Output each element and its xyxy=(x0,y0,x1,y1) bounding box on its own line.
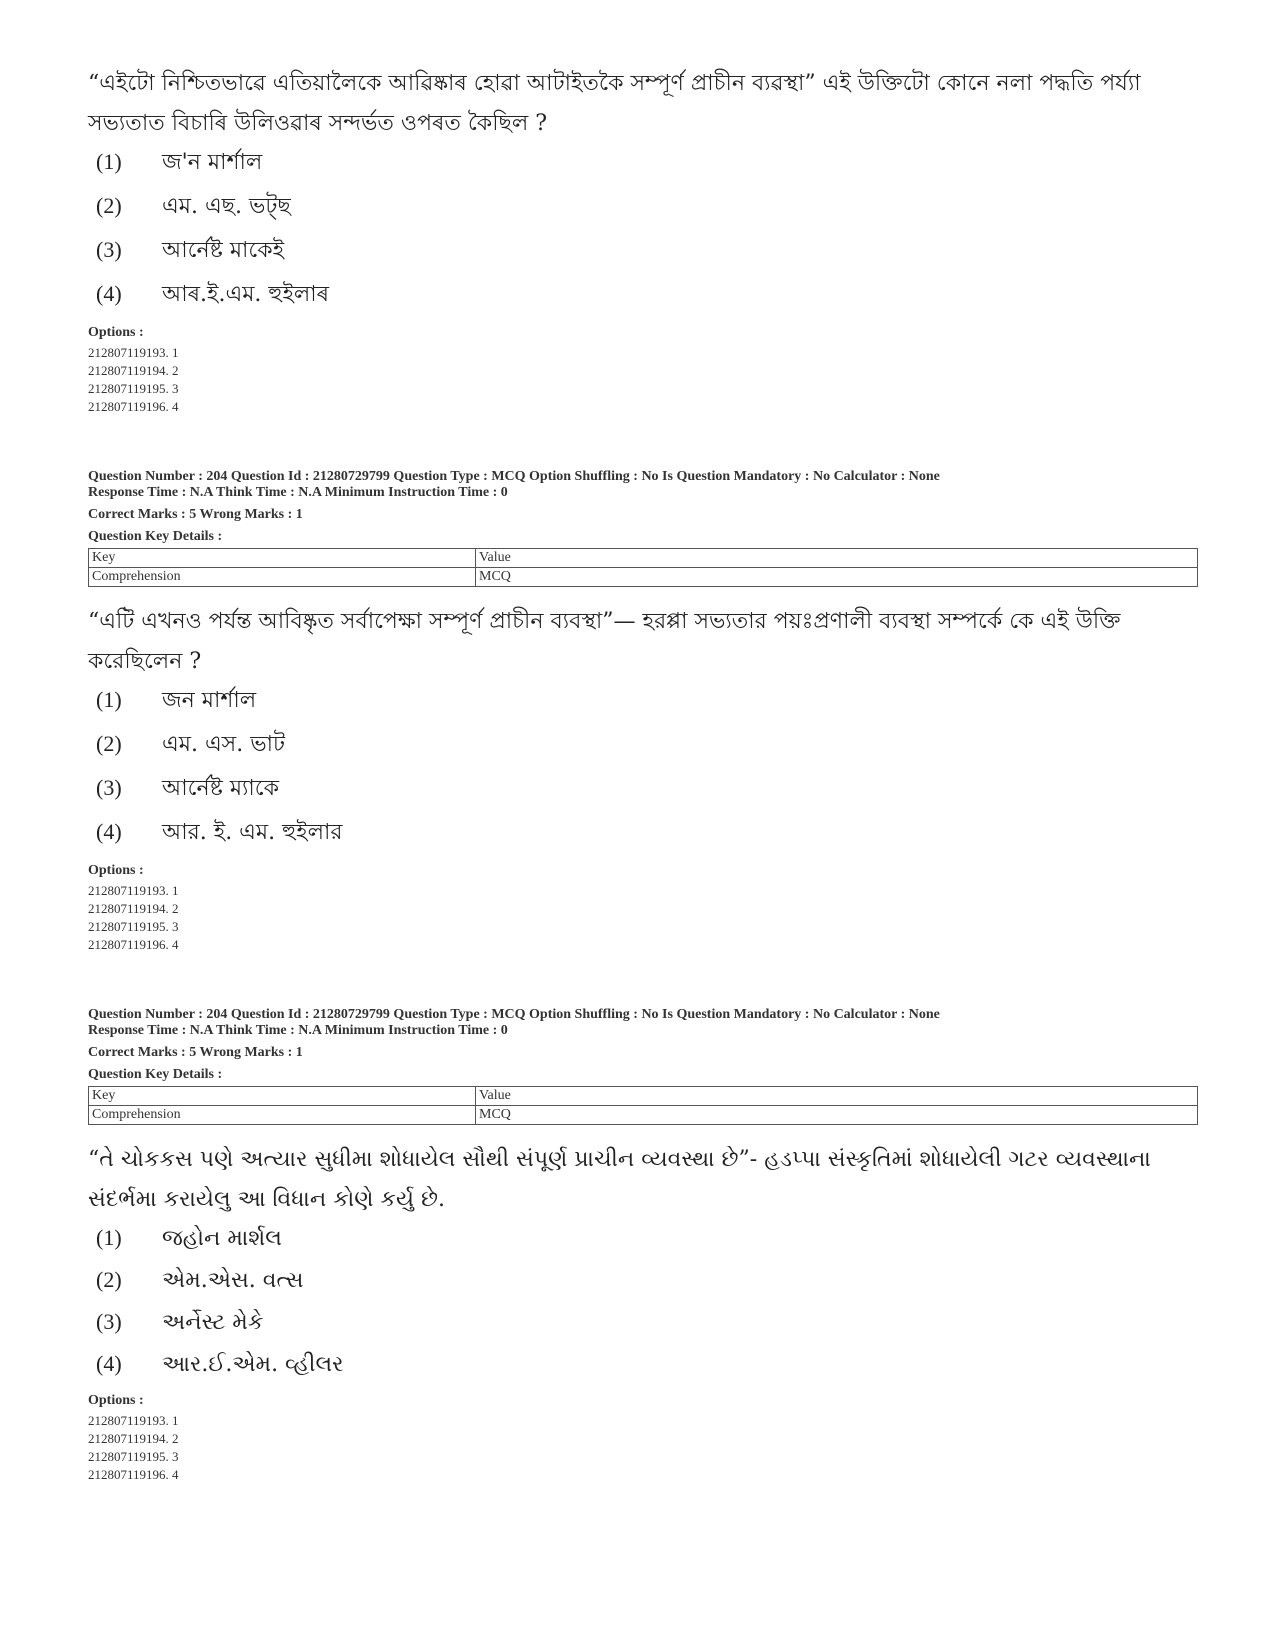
table-header-row xyxy=(89,549,1198,568)
question-meta-line: Response Time : N.A Think Time : N.A Minimum Instruction Time : 0 xyxy=(88,1023,508,1038)
option-number: (1) xyxy=(96,1225,122,1250)
option-text: এম. এস. ভাট xyxy=(162,732,285,757)
option-id: 212807119193. 1 xyxy=(88,345,179,360)
option-number: (2) xyxy=(96,731,122,756)
marks-line: Correct Marks : 5 Wrong Marks : 1 xyxy=(88,507,303,522)
option-number: (3) xyxy=(96,1309,122,1334)
option-id: 212807119193. 1 xyxy=(88,1413,179,1428)
option-1 xyxy=(96,680,256,720)
option-3 xyxy=(96,1302,263,1342)
option-number: (3) xyxy=(96,237,122,262)
option-text: আর. ই. এম. হুইলার xyxy=(162,820,343,845)
option-text: એમ.એસ. વત્સ xyxy=(162,1268,304,1293)
question-text-assamese: “এইটো নিশ্চিতভাৱে এতিয়ালৈকে আৱিষ্কাৰ হোৱা আটাইতকৈ সম্পূৰ্ণ প্ৰাচীন ব্যৱস্থা” এই উক্তিটো কোনে নলা পদ্ধতি পৰ্য্যা সভ্যতাত বিচাৰি উলিওৱাৰ সন্দৰ্ভত ওপৰত কৈছিল ? xyxy=(88,71,1141,136)
options-label: Options : xyxy=(88,1393,144,1408)
option-id: 212807119195. 3 xyxy=(88,381,179,396)
option-3 xyxy=(96,768,279,808)
key-details-table xyxy=(88,548,1198,587)
option-4 xyxy=(96,274,329,314)
option-text: আর্নেষ্ট ম্যাকে xyxy=(162,776,280,801)
option-number: (4) xyxy=(96,819,122,844)
option-text: જહોન માર્શલ xyxy=(162,1226,282,1251)
option-id: 212807119194. 2 xyxy=(88,363,179,378)
option-id: 212807119195. 3 xyxy=(88,1449,179,1464)
key-details-label: Question Key Details : xyxy=(88,1067,223,1082)
option-id-list xyxy=(88,1412,179,1484)
table-cell: Comprehension xyxy=(89,1106,476,1125)
option-id-list xyxy=(88,344,179,416)
option-number: (2) xyxy=(96,193,122,218)
option-text: জন মার্শাল xyxy=(162,688,257,713)
option-1 xyxy=(96,1218,282,1258)
table-cell: Comprehension xyxy=(89,568,476,587)
key-details-table xyxy=(88,1086,1198,1125)
table-cell: Value xyxy=(476,549,1198,568)
option-text: আৰ্নেষ্ট মাকেই xyxy=(162,238,285,263)
option-id: 212807119196. 4 xyxy=(88,1467,179,1482)
options-label: Options : xyxy=(88,325,144,340)
option-4 xyxy=(96,1344,343,1384)
option-2 xyxy=(96,1260,303,1300)
table-cell: MCQ xyxy=(476,1106,1198,1125)
marks-line: Correct Marks : 5 Wrong Marks : 1 xyxy=(88,1045,303,1060)
option-id: 212807119196. 4 xyxy=(88,399,179,414)
option-id-list xyxy=(88,882,179,954)
option-number: (4) xyxy=(96,281,122,306)
table-row xyxy=(89,1106,1198,1125)
table-cell: Value xyxy=(476,1087,1198,1106)
option-number: (4) xyxy=(96,1351,122,1376)
key-details-label: Question Key Details : xyxy=(88,529,223,544)
question-text-gujarati: “તે ચોકકસ પણે અત્યાર સુધીમા શોધાયેલ સૌથી સંપૂર્ણ પ્રાચીન વ્યવસ્થા છે”- હડપ્પા સંસ્કૃતિમાં શોધાયેલી ગટર વ્યવસ્થાના સંદર્ભમા કરાયેલુ આ વિધાન કોણે કર્યુ છે. xyxy=(88,1147,1151,1212)
option-2 xyxy=(96,724,285,764)
question-text-bengali: “এটি এখনও পর্যন্ত আবিষ্কৃত সর্বাপেক্ষা সম্পূর্ণ প্রাচীন ব্যবস্থা”— হরপ্পা সভ্যতার পয়ঃপ্রণালী ব্যবস্থা সম্পর্কে কে এই উক্তি করেছিলেন ? xyxy=(88,609,1121,674)
option-number: (3) xyxy=(96,775,122,800)
option-text: আৰ.ই.এম. হুইলাৰ xyxy=(162,282,330,307)
option-id: 212807119194. 2 xyxy=(88,901,179,916)
option-id: 212807119196. 4 xyxy=(88,937,179,952)
option-2 xyxy=(96,186,291,226)
option-3 xyxy=(96,230,284,270)
option-text: জ'ন মাৰ্শাল xyxy=(162,150,263,175)
option-id: 212807119193. 1 xyxy=(88,883,179,898)
question-meta-line: Question Number : 204 Question Id : 21280729799 Question Type : MCQ Option Shuffling : No Is Question Mandatory : No Calculator : None xyxy=(88,1007,940,1022)
question-meta-line: Response Time : N.A Think Time : N.A Minimum Instruction Time : 0 xyxy=(88,485,508,500)
table-cell: Key xyxy=(89,549,476,568)
option-id: 212807119194. 2 xyxy=(88,1431,179,1446)
question-meta-line: Question Number : 204 Question Id : 21280729799 Question Type : MCQ Option Shuffling : No Is Question Mandatory : No Calculator : None xyxy=(88,469,940,484)
table-header-row xyxy=(89,1087,1198,1106)
option-id: 212807119195. 3 xyxy=(88,919,179,934)
option-text: આર.ઈ.એમ. વ્હીલર xyxy=(162,1352,344,1377)
options-label: Options : xyxy=(88,863,144,878)
option-number: (1) xyxy=(96,687,122,712)
table-row xyxy=(89,568,1198,587)
table-cell: MCQ xyxy=(476,568,1198,587)
option-text: এম. এছ. ভট্‌ছ xyxy=(162,194,291,219)
option-number: (2) xyxy=(96,1267,122,1292)
option-text: અર્નેસ્ટ મેકે xyxy=(162,1310,264,1335)
table-cell: Key xyxy=(89,1087,476,1106)
option-4 xyxy=(96,812,342,852)
option-1 xyxy=(96,142,262,182)
option-number: (1) xyxy=(96,149,122,174)
